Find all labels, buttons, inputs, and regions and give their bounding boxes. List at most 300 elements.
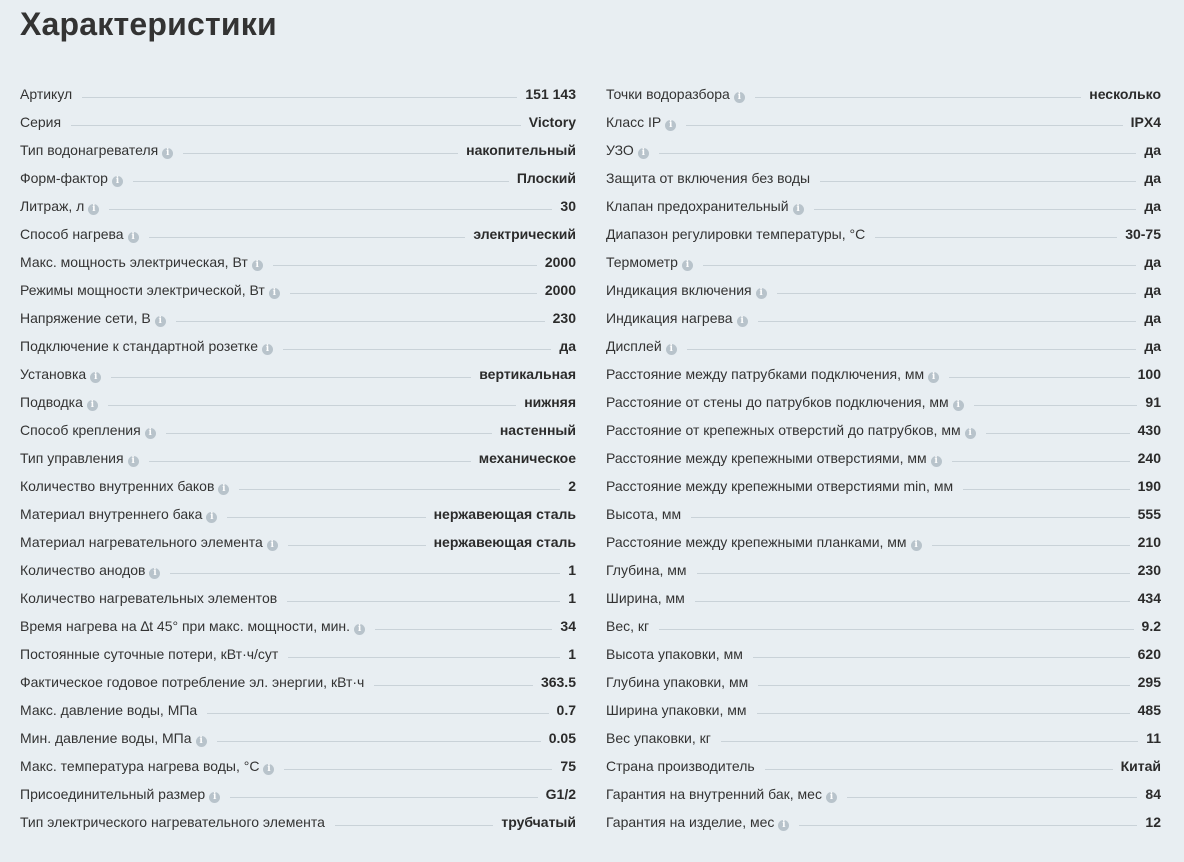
- info-icon[interactable]: i: [666, 344, 677, 355]
- spec-value: 2000: [544, 254, 576, 270]
- spec-row: [20, 108, 576, 136]
- info-icon[interactable]: i: [928, 372, 939, 383]
- info-icon[interactable]: i: [793, 204, 804, 215]
- spec-label: [606, 80, 745, 108]
- spec-row: [20, 472, 576, 500]
- spec-label-text: Расстояние между крепежными планками, мм: [606, 534, 907, 550]
- spec-value: да: [1144, 254, 1161, 270]
- spec-label: [606, 276, 767, 304]
- spec-value: 363.5: [540, 674, 576, 690]
- spec-value: да: [559, 338, 576, 354]
- spec-label-text: Постоянные суточные потери, кВт·ч/сут: [20, 646, 279, 662]
- spec-label: [20, 360, 101, 388]
- info-icon[interactable]: i: [953, 400, 964, 411]
- spec-label: [606, 500, 681, 528]
- dotted-leader: [659, 628, 1133, 630]
- spec-label-text: Количество внутренних баков: [20, 478, 215, 494]
- spec-label-text: Термометр: [606, 254, 678, 270]
- dotted-leader: [753, 656, 1130, 658]
- dotted-leader: [109, 208, 552, 210]
- spec-label: [20, 780, 220, 808]
- spec-label-text: Способ нагрева: [20, 226, 124, 242]
- spec-label: [606, 304, 748, 332]
- dotted-leader: [288, 544, 426, 546]
- spec-value: 485: [1137, 702, 1161, 718]
- dotted-leader: [375, 628, 552, 630]
- spec-label-text: Клапан предохранительный: [606, 198, 789, 214]
- dotted-leader: [176, 320, 545, 322]
- spec-value: 91: [1145, 394, 1161, 410]
- spec-label: [20, 752, 274, 780]
- spec-value: 0.7: [556, 702, 576, 718]
- spec-row: [606, 304, 1161, 332]
- spec-label-text: Макс. мощность электрическая, Вт: [20, 254, 248, 270]
- dotted-leader: [183, 152, 458, 154]
- spec-label-text: Индикация нагрева: [606, 310, 733, 326]
- spec-label-text: Класс IP: [606, 114, 662, 130]
- spec-label: [606, 360, 939, 388]
- spec-label-text: Подводка: [20, 394, 83, 410]
- spec-value: 1: [568, 590, 576, 606]
- dotted-leader: [170, 572, 560, 574]
- spec-label-text: Макс. температура нагрева воды, °C: [20, 758, 260, 774]
- spec-label: [606, 164, 810, 192]
- spec-label: [20, 332, 273, 360]
- info-icon[interactable]: i: [196, 736, 207, 747]
- spec-label: [20, 220, 139, 248]
- spec-label: [20, 640, 278, 668]
- dotted-leader: [217, 740, 541, 742]
- dotted-leader: [755, 96, 1081, 98]
- spec-value: 434: [1137, 590, 1161, 606]
- dotted-leader: [273, 264, 537, 266]
- spec-label: [606, 724, 711, 752]
- info-icon[interactable]: i: [263, 764, 274, 775]
- spec-row: [20, 696, 576, 724]
- spec-value: да: [1144, 170, 1161, 186]
- spec-value: 11: [1146, 730, 1161, 746]
- info-icon[interactable]: i: [206, 512, 217, 523]
- spec-row: [20, 444, 576, 472]
- spec-label: [20, 248, 263, 276]
- dotted-leader: [814, 208, 1137, 210]
- spec-value: Victory: [528, 114, 576, 130]
- spec-value: Китай: [1120, 758, 1161, 774]
- info-icon[interactable]: i: [931, 456, 942, 467]
- info-icon[interactable]: i: [262, 344, 273, 355]
- spec-label: [20, 444, 139, 472]
- spec-label: [20, 164, 123, 192]
- spec-label: [20, 80, 72, 108]
- spec-label: [606, 192, 804, 220]
- spec-value: 240: [1137, 450, 1161, 466]
- spec-label: [606, 612, 649, 640]
- spec-value: 295: [1137, 674, 1161, 690]
- spec-row: [606, 136, 1161, 164]
- spec-row: [20, 556, 576, 584]
- info-icon[interactable]: i: [638, 148, 649, 159]
- info-icon[interactable]: i: [965, 428, 976, 439]
- dotted-leader: [133, 180, 509, 182]
- spec-label: [20, 584, 277, 612]
- spec-row: [606, 808, 1161, 836]
- spec-value: несколько: [1089, 86, 1161, 102]
- spec-label-text: Глубина упаковки, мм: [606, 674, 749, 690]
- spec-label: [606, 528, 922, 556]
- spec-value: 190: [1137, 478, 1161, 494]
- spec-value: электрический: [473, 226, 576, 242]
- dotted-leader: [875, 236, 1117, 238]
- spec-row: [20, 388, 576, 416]
- spec-label-text: Расстояние между крепежными отверстиями, мм: [606, 450, 927, 466]
- info-icon[interactable]: i: [354, 624, 365, 635]
- spec-label-text: Присоединительный размер: [20, 786, 206, 802]
- spec-label-text: Тип управления: [20, 450, 124, 466]
- spec-value: вертикальная: [479, 366, 576, 382]
- spec-label: [606, 780, 837, 808]
- specs-column-left: [20, 80, 576, 836]
- spec-value: 9.2: [1141, 618, 1161, 634]
- page-title: Характеристики: [20, 6, 277, 42]
- dotted-leader: [687, 348, 1137, 350]
- info-icon[interactable]: i: [252, 260, 263, 271]
- spec-label-text: Время нагрева на ∆t 45° при макс. мощности, мин.: [20, 618, 351, 634]
- spec-label-text: Высота, мм: [606, 506, 682, 522]
- spec-row: [20, 276, 576, 304]
- spec-row: [606, 80, 1161, 108]
- spec-value: 1: [568, 646, 576, 662]
- spec-label-text: Диапазон регулировки температуры, °C: [606, 226, 866, 242]
- spec-label: [20, 304, 166, 332]
- info-icon[interactable]: i: [218, 484, 229, 495]
- info-icon[interactable]: i: [128, 456, 139, 467]
- spec-value: нержавеющая сталь: [433, 506, 576, 522]
- dotted-leader: [691, 516, 1130, 518]
- spec-row: [606, 220, 1161, 248]
- spec-label-text: Количество анодов: [20, 562, 146, 578]
- spec-value: 230: [552, 310, 576, 326]
- spec-value: IPX4: [1130, 114, 1161, 130]
- spec-value: да: [1144, 198, 1161, 214]
- spec-label-text: Глубина, мм: [606, 562, 687, 578]
- dotted-leader: [335, 824, 493, 826]
- spec-label-text: Артикул: [20, 86, 73, 102]
- spec-label-text: Расстояние от крепежных отверстий до патрубков, мм: [606, 422, 961, 438]
- spec-label-text: Вес, кг: [606, 618, 650, 634]
- info-icon[interactable]: i: [88, 204, 99, 215]
- spec-row: [606, 164, 1161, 192]
- spec-label-text: Литраж, л: [20, 198, 85, 214]
- spec-label-text: Ширина упаковки, мм: [606, 702, 747, 718]
- dotted-leader: [207, 712, 548, 714]
- info-icon[interactable]: i: [682, 260, 693, 271]
- dotted-leader: [963, 488, 1130, 490]
- dotted-leader: [765, 768, 1113, 770]
- spec-label: [20, 696, 197, 724]
- dotted-leader: [284, 768, 552, 770]
- dotted-leader: [283, 348, 551, 350]
- spec-row: [606, 752, 1161, 780]
- spec-value: да: [1144, 142, 1161, 158]
- dotted-leader: [374, 684, 533, 686]
- dotted-leader: [288, 656, 560, 658]
- spec-label-text: Тип электрического нагревательного элемента: [20, 814, 325, 830]
- spec-label: [20, 808, 325, 836]
- spec-value: 230: [1137, 562, 1161, 578]
- info-icon[interactable]: i: [269, 288, 280, 299]
- spec-label: [20, 192, 99, 220]
- info-icon[interactable]: i: [128, 232, 139, 243]
- spec-value: 0.05: [548, 730, 576, 746]
- spec-row: [606, 416, 1161, 444]
- spec-label-text: Гарантия на внутренний бак, мес: [606, 786, 822, 802]
- dotted-leader: [290, 292, 537, 294]
- dotted-leader: [149, 460, 471, 462]
- info-icon[interactable]: i: [911, 540, 922, 551]
- dotted-leader: [820, 180, 1136, 182]
- spec-label: [606, 108, 676, 136]
- spec-label: [606, 332, 677, 360]
- spec-row: [606, 360, 1161, 388]
- spec-label: [606, 640, 743, 668]
- spec-value: накопительный: [466, 142, 576, 158]
- dotted-leader: [108, 404, 516, 406]
- spec-label: [606, 388, 964, 416]
- spec-label: [606, 584, 685, 612]
- spec-value: 555: [1137, 506, 1161, 522]
- spec-label-text: Расстояние между патрубками подключения, мм: [606, 366, 925, 382]
- spec-row: [20, 780, 576, 808]
- spec-value: 30: [560, 198, 576, 214]
- dotted-leader: [149, 236, 466, 238]
- spec-row: [20, 416, 576, 444]
- dotted-leader: [758, 320, 1137, 322]
- spec-row: [606, 388, 1161, 416]
- dotted-leader: [721, 740, 1138, 742]
- spec-label: [20, 472, 229, 500]
- dotted-leader: [932, 544, 1130, 546]
- spec-label: [606, 752, 755, 780]
- spec-label: [606, 220, 865, 248]
- info-icon[interactable]: i: [267, 540, 278, 551]
- spec-label: [606, 696, 747, 724]
- info-icon[interactable]: i: [87, 400, 98, 411]
- dotted-leader: [239, 488, 560, 490]
- info-icon[interactable]: i: [155, 316, 166, 327]
- spec-label-text: Точки водоразбора: [606, 86, 730, 102]
- spec-label-text: Тип водонагревателя: [20, 142, 159, 158]
- spec-value: 430: [1137, 422, 1161, 438]
- spec-label-text: Макс. давление воды, МПа: [20, 702, 198, 718]
- info-icon[interactable]: i: [826, 792, 837, 803]
- spec-row: [606, 248, 1161, 276]
- spec-label-text: Дисплей: [606, 338, 662, 354]
- spec-label-text: Установка: [20, 366, 87, 382]
- spec-row: [20, 668, 576, 696]
- spec-label-text: Ширина, мм: [606, 590, 685, 606]
- spec-label-text: Гарантия на изделие, мес: [606, 814, 775, 830]
- dotted-leader: [952, 460, 1130, 462]
- spec-value: 2: [568, 478, 576, 494]
- spec-value: 151 143: [525, 86, 576, 102]
- spec-row: [20, 808, 576, 836]
- spec-label: [20, 556, 160, 584]
- spec-row: [606, 556, 1161, 584]
- spec-value: 2000: [544, 282, 576, 298]
- spec-row: [606, 528, 1161, 556]
- spec-label: [20, 416, 156, 444]
- spec-value: 1: [568, 562, 576, 578]
- spec-row: [606, 444, 1161, 472]
- spec-value: нержавеющая сталь: [433, 534, 576, 550]
- dotted-leader: [974, 404, 1138, 406]
- dotted-leader: [777, 292, 1137, 294]
- spec-row: [606, 584, 1161, 612]
- spec-label: [606, 248, 693, 276]
- spec-label: [20, 612, 365, 640]
- spec-value: 34: [560, 618, 576, 634]
- spec-label-text: Расстояние между крепежными отверстиями min, мм: [606, 478, 954, 494]
- dotted-leader: [166, 432, 492, 434]
- dotted-leader: [230, 796, 537, 798]
- spec-label-text: Защита от включения без воды: [606, 170, 811, 186]
- spec-value: Плоский: [516, 170, 576, 186]
- spec-row: [20, 360, 576, 388]
- spec-label: [20, 500, 217, 528]
- info-icon[interactable]: i: [665, 120, 676, 131]
- info-icon[interactable]: i: [737, 316, 748, 327]
- spec-value: 30-75: [1125, 226, 1161, 242]
- dotted-leader: [227, 516, 425, 518]
- spec-row: [606, 276, 1161, 304]
- spec-label: [20, 276, 280, 304]
- spec-label: [20, 724, 207, 752]
- spec-row: [20, 192, 576, 220]
- dotted-leader: [111, 376, 471, 378]
- spec-label-text: Расстояние от стены до патрубков подключения, мм: [606, 394, 949, 410]
- spec-value: да: [1144, 338, 1161, 354]
- info-icon[interactable]: i: [145, 428, 156, 439]
- spec-label: [606, 556, 687, 584]
- spec-row: [20, 724, 576, 752]
- spec-row: [20, 752, 576, 780]
- spec-row: [606, 192, 1161, 220]
- spec-row: [606, 724, 1161, 752]
- info-icon[interactable]: i: [162, 148, 173, 159]
- spec-label-text: Способ крепления: [20, 422, 141, 438]
- spec-row: [20, 332, 576, 360]
- spec-value: нижняя: [524, 394, 576, 410]
- dotted-leader: [703, 264, 1136, 266]
- spec-row: [20, 584, 576, 612]
- dotted-leader: [799, 824, 1137, 826]
- spec-row: [606, 472, 1161, 500]
- spec-label-text: Режимы мощности электрической, Вт: [20, 282, 265, 298]
- spec-row: [606, 612, 1161, 640]
- dotted-leader: [287, 600, 560, 602]
- info-icon[interactable]: i: [90, 372, 101, 383]
- dotted-leader: [847, 796, 1137, 798]
- spec-value: трубчатый: [501, 814, 576, 830]
- spec-label: [606, 668, 748, 696]
- info-icon[interactable]: i: [756, 288, 767, 299]
- spec-row: [20, 220, 576, 248]
- spec-row: [20, 640, 576, 668]
- spec-value: 75: [560, 758, 576, 774]
- info-icon[interactable]: i: [209, 792, 220, 803]
- dotted-leader: [695, 600, 1130, 602]
- spec-label: [606, 472, 953, 500]
- spec-label-text: Подключение к стандартной розетке: [20, 338, 258, 354]
- dotted-leader: [686, 124, 1122, 126]
- dotted-leader: [659, 152, 1137, 154]
- dotted-leader: [986, 432, 1130, 434]
- spec-row: [20, 612, 576, 640]
- spec-value: G1/2: [545, 786, 576, 802]
- spec-row: [20, 528, 576, 556]
- spec-label-text: Форм-фактор: [20, 170, 108, 186]
- spec-label: [20, 108, 61, 136]
- dotted-leader: [757, 712, 1130, 714]
- spec-value: настенный: [499, 422, 576, 438]
- spec-label-text: Индикация включения: [606, 282, 752, 298]
- spec-row: [606, 780, 1161, 808]
- info-icon[interactable]: i: [149, 568, 160, 579]
- info-icon[interactable]: i: [112, 176, 123, 187]
- spec-value: 84: [1145, 786, 1161, 802]
- spec-row: [20, 248, 576, 276]
- spec-value: 100: [1137, 366, 1161, 382]
- spec-value: 12: [1145, 814, 1161, 830]
- spec-label: [20, 668, 364, 696]
- spec-value: да: [1144, 310, 1161, 326]
- spec-value: да: [1144, 282, 1161, 298]
- spec-label-text: Высота упаковки, мм: [606, 646, 743, 662]
- spec-row: [606, 108, 1161, 136]
- spec-label: [606, 444, 942, 472]
- spec-row: [20, 136, 576, 164]
- spec-value: механическое: [478, 450, 576, 466]
- spec-value: 620: [1137, 646, 1161, 662]
- info-icon[interactable]: i: [734, 92, 745, 103]
- spec-label-text: УЗО: [606, 142, 634, 158]
- spec-row: [606, 640, 1161, 668]
- dotted-leader: [71, 124, 521, 126]
- spec-label-text: Мин. давление воды, МПа: [20, 730, 192, 746]
- spec-row: [20, 80, 576, 108]
- spec-label-text: Материал внутреннего бака: [20, 506, 203, 522]
- spec-row: [20, 304, 576, 332]
- spec-label: [20, 528, 278, 556]
- spec-label-text: Материал нагревательного элемента: [20, 534, 263, 550]
- spec-row: [606, 696, 1161, 724]
- dotted-leader: [697, 572, 1130, 574]
- spec-row: [20, 500, 576, 528]
- spec-label: [606, 416, 976, 444]
- spec-row: [20, 164, 576, 192]
- specs-column-right: [606, 80, 1161, 836]
- dotted-leader: [949, 376, 1130, 378]
- info-icon[interactable]: i: [778, 820, 789, 831]
- spec-label: [20, 136, 173, 164]
- spec-label-text: Фактическое годовое потребление эл. энергии, кВт·ч: [20, 674, 365, 690]
- spec-label: [20, 388, 98, 416]
- spec-label-text: Страна производитель: [606, 758, 755, 774]
- spec-label-text: Вес упаковки, кг: [606, 730, 711, 746]
- spec-row: [606, 668, 1161, 696]
- spec-label: [606, 136, 649, 164]
- spec-label-text: Количество нагревательных элементов: [20, 590, 278, 606]
